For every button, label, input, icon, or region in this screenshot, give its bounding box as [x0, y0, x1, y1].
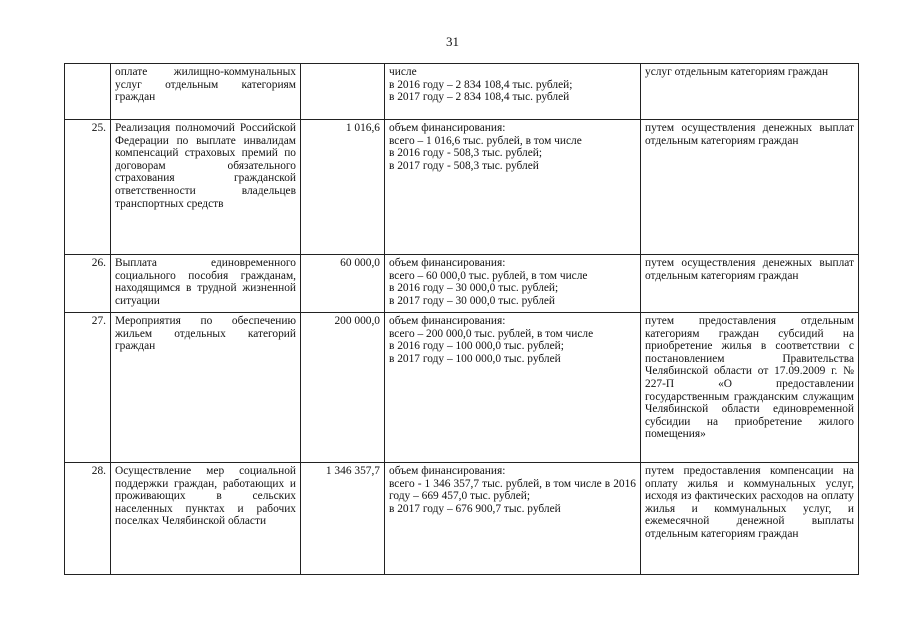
financing-line: объем финансирования:: [389, 122, 506, 134]
measure-name: Мероприятия по обеспечению жильем отдельных категорий граждан: [111, 313, 301, 463]
financing-line: в 2016 году – 30 000,0 тыс. рублей;: [389, 282, 559, 295]
financing-line: в 2017 году – 100 000,0 тыс. рублей: [389, 352, 561, 365]
implementation-method: путем осуществления денежных выплат отдельным категориям граждан: [641, 255, 859, 313]
row-number: [65, 64, 111, 120]
financing-line: в 2017 году – 30 000,0 тыс. рублей: [389, 294, 556, 307]
table-row: [65, 463, 859, 575]
financing-cell: [385, 64, 641, 120]
financing-line: всего – 200 000,0 тыс. рублей, в том числе: [389, 327, 594, 340]
row-number: 26.: [65, 255, 111, 313]
row-number: 27.: [65, 313, 111, 463]
measure-amount: 200 000,0: [301, 313, 385, 463]
financing-cell: [385, 120, 641, 255]
implementation-method: путем предоставления компенсации на оплату жилья и коммунальных услуг, исходя из фактических расходов на оплату жилья и коммунальных услуг, и ежемесячной денежной выплаты отдельным категориям граждан: [641, 463, 859, 575]
measure-name: оплате жилищно-коммунальных услуг отдельным категориям граждан: [111, 64, 301, 120]
table-row: [65, 120, 859, 255]
financing-line: всего - 1 346 357,7 тыс. рублей, в том числе в 2016 году – 669 457,0 тыс. рублей;: [389, 477, 636, 503]
implementation-method: услуг отдельным категориям граждан: [641, 64, 859, 120]
table-row: [65, 255, 859, 313]
financing-line: всего – 60 000,0 тыс. рублей, в том числе: [389, 269, 588, 282]
measures-table: [64, 63, 859, 575]
financing-line: в 2016 году – 100 000,0 тыс. рублей;: [389, 340, 564, 353]
implementation-method: путем предоставления отдельным категориям граждан субсидий на приобретение жилья в соответствии с постановлением Правительства Челябинской области от 17.09.2009 г. № 227-П «О предоставлении государственным гражданским служащим Челябинской области единовременной субсидии на приобретение жилого помещения»: [641, 313, 859, 463]
measure-name: Осуществление мер социальной поддержки граждан, работающих и проживающих в сельских населенных пунктах и рабочих поселках Челябинской области: [111, 463, 301, 575]
row-number: 28.: [65, 463, 111, 575]
measure-amount: 1 016,6: [301, 120, 385, 255]
page-number: 31: [446, 34, 459, 49]
financing-line: объем финансирования:: [389, 465, 506, 477]
financing-cell: [385, 463, 641, 575]
financing-line: в 2017 году - 508,3 тыс. рублей: [389, 159, 539, 172]
financing-cell: [385, 255, 641, 313]
financing-line: объем финансирования:: [389, 257, 506, 269]
measure-name: Выплата единовременного социального пособия гражданам, находящимся в трудной жизненной ситуации: [111, 255, 301, 313]
measure-amount: [301, 64, 385, 120]
measure-amount: 60 000,0: [301, 255, 385, 313]
financing-line: в 2017 году – 2 834 108,4 тыс. рублей: [389, 91, 570, 104]
financing-line: в 2016 году - 508,3 тыс. рублей;: [389, 147, 543, 160]
financing-line: объем финансирования:: [389, 315, 506, 327]
table-row: [65, 313, 859, 463]
financing-line: числе: [389, 66, 417, 78]
financing-line: в 2017 году – 676 900,7 тыс. рублей: [389, 502, 561, 515]
financing-line: всего – 1 016,6 тыс. рублей, в том числе: [389, 134, 582, 147]
measure-amount: 1 346 357,7: [301, 463, 385, 575]
table-row: [65, 64, 859, 120]
measure-name: Реализация полномочий Российской Федерации по выплате инвалидам компенсаций страховых премий по договорам обязательного страхования гражданской ответственности владельцев транспортных средств: [111, 120, 301, 255]
financing-cell: [385, 313, 641, 463]
row-number: 25.: [65, 120, 111, 255]
implementation-method: путем осуществления денежных выплат отдельным категориям граждан: [641, 120, 859, 255]
financing-line: в 2016 году – 2 834 108,4 тыс. рублей;: [389, 78, 573, 91]
